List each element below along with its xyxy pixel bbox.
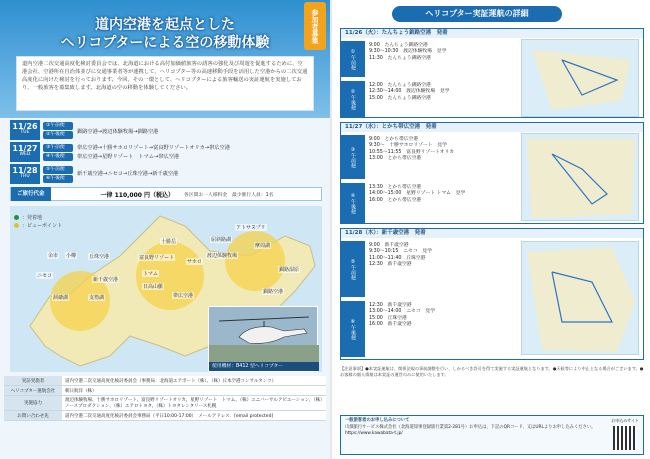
fee-bar [10,187,322,201]
am-label: ①午前便 [43,122,73,130]
info-key: お問い合わせ先 [4,411,62,420]
map-label: 余市 [48,253,59,259]
am-route: 新千歳空港→ニセコ→丘珠空港→新千歳空港 [77,170,179,177]
airport-dot [14,215,19,220]
stop: 16:00 新千歳空港 [369,321,412,327]
info-key: 実施協力 [4,396,62,410]
day-header: 11/26（火）：たんちょう釧路空港 発着 [341,29,643,38]
date: 11/27 [12,144,38,153]
stop: 9:00 新千歳空港 [369,243,409,248]
info-row [4,411,326,421]
weekday: THU [20,174,30,179]
day-header: 11/27（水）：とかち帯広空港 発着 [341,123,643,132]
map-label: 日高山脈 [143,284,164,290]
pm-label: ④午後便 [43,153,73,161]
route-map-obihiro [521,133,639,221]
info-value: 朝日航洋（株） [62,386,326,395]
stop: 10:55〜11:55 富良野リゾートオリカ [369,149,455,155]
stop: 13:30 とかち帯広空港 [369,185,422,190]
am-flight-label: ③午前便 [341,135,365,179]
map-label: 屈斜路湖 [211,237,232,243]
pm-flight-label: ②午後便 [341,81,365,117]
stop: 11:30 たんちょう釧路空港 [369,55,431,61]
map-label: アトサヌプリ [236,225,266,231]
map-label: 富良野リゾート [139,255,175,261]
date: 11/26 [12,122,38,131]
date-box [10,120,40,140]
info-key: ヘリコプター運航会社 [4,386,62,395]
detail-title: ヘリコプター実証運航の詳細 [392,6,562,22]
pm-route: 帯広空港→星野リゾート トマム→帯広空港 [77,154,180,160]
qr-code[interactable] [613,426,637,450]
stop: 9:00 たんちょう釧路空港 [369,43,428,48]
recruit-badge: 参加者募集 [304,2,326,50]
info-value: 道内空港二次交通高度化検討委員会（事務局：北海道エアポート（株）、（株）日本空港コンサルタンツ） [62,376,326,385]
date: 11/28 [12,166,38,175]
map-label: 支笏湖 [89,295,105,301]
am-flight-label: ⑤午前便 [341,241,365,297]
fee-label: ご旅行代金 [11,187,51,201]
schedule-row [10,164,322,184]
am-label: ⑤午前便 [43,166,73,174]
application-title: 一般旅客者のお申し込みについて [345,418,410,423]
title-line-2: ヘリコプターによる空の移動体験 [60,35,270,51]
notes: 【注意事項】●本実証運航は、関係法規の事前調整を行い、しかるべき許可を得て実施する実証運航となります。●天候等により中止となる場合がございます。●お客様の個人情報は本実証の運営のみに使用いたします。 [340,366,644,377]
stop: 13:00 とかち帯広空港 [369,155,422,161]
date-box [10,164,40,184]
fee-value: 一律 110,000 円（税込） [100,191,175,199]
am-timeline [369,137,454,162]
pm-timeline [369,185,465,204]
day1-block [340,28,644,118]
day2-block [340,122,644,224]
flyer-detail-page [332,0,650,459]
info-row [4,396,326,411]
map-label: ニセコ [37,273,53,279]
stop: 11:00〜11:40 丘珠空港 [369,255,426,261]
stop: 15:00 丘珠空港 [369,315,407,321]
map-label: 丘珠空港 [89,254,110,260]
day3-block [340,228,644,360]
stop: 12:30 新千歳空港 [369,261,412,267]
helicopter-caption: 使用機材：B412 型ヘリコプター [209,362,319,371]
application-body: 川畑旅行サービス株式会社（北海道知事登録旅行業第2-281号）お申込は、下記のQRコード、又はURLよりお申し込みください。https://www.kawabata-t.jp/ [345,424,596,436]
map-label: 新千歳空港 [93,277,119,283]
map-label: 小樽 [66,253,77,259]
stop: 9:30〜 十勝サホロリゾート 見学 [369,143,447,149]
stop: 16:00 とかち帯広空港 [369,197,422,203]
stop: 12:00 たんちょう釧路空港 [369,83,431,88]
schedule-row [10,120,322,140]
pm-flight-label: ⑥午後便 [341,301,365,357]
stop: 14:00〜15:00 星野リゾート トマム 見学 [369,191,466,197]
pm-label: ⑥午後便 [43,175,73,183]
info-row [4,386,326,396]
schedule-summary [10,120,322,186]
map-label: トマム [143,271,159,277]
stop: 9:30〜10:30 渡辺体験牧場 見学 [369,49,447,55]
pm-label: ②午後便 [43,131,73,139]
am-label: ③午前便 [43,144,73,152]
map-label: 釧路空港 [263,289,284,295]
map-label: 釧路湿原 [279,267,300,273]
helicopter-photo [208,306,318,372]
pm-timeline [369,83,449,102]
qr-label: お申込みサイト [611,418,639,423]
am-timeline [369,243,432,268]
am-route: 帯広空港→十勝サホロリゾート→富良野リゾートオリカ→帯広空港 [77,145,230,151]
map-label: 渡辺体験牧場 [207,253,238,259]
info-value: 渡辺体験牧場、十勝サホロリゾート、富良野リゾートオリカ、星野リゾート トマム、（株）ユニバーサルアビエーション、（株）ノースプロダクション、（株）エアロトヨタ、（株）トヨタレンタリース札幌 [62,396,326,410]
helicopter-icon [209,307,319,364]
map-label: 洞爺湖 [53,295,69,301]
intro-text: 道内空港二次交通高度化検討委員会では、北海道における高付加価値旅客の誘客の強化及び周遊を促進するために、空港会社、空港所在自治体並びに交通事業者等が連携して、ヘリコプター等の高速移動手段を活用した空港からの二次交通高度化に向けた検討を行っております。今回、その一環として、ヘリコプターによる旅客輸送の実証運航を実施しており、一般旅客を募集致します。北海道の空の移動を体験してください。 [16,56,314,111]
pm-timeline [369,303,435,328]
title-line-1: 道内空港を起点とした [95,17,235,33]
map-label: 十勝岳 [161,239,177,245]
route-map-new-chitose [521,241,639,355]
schedule-row [10,142,322,162]
weekday: WED [19,152,31,157]
viewpoint-dot [14,223,19,228]
map-legend [14,214,62,230]
day-header: 11/28（木）：新千歳空港 発着 [341,229,643,238]
stop: 12:30〜14:00 渡辺体験牧場 見学 [369,89,450,95]
application-box [340,415,644,455]
stop: 15:00 たんちょう釧路空港 [369,95,431,101]
legend-viewpoint: ：ビューポイント [22,223,63,229]
map-label: サホロ [187,259,203,265]
am-timeline [369,43,446,62]
info-table [4,376,326,421]
fee-note: 各区間お一人様料金 最少催行人員：1名 [184,192,274,198]
info-key: 実証実施者 [4,376,62,385]
stop: 13:00〜14:00 ニセコ 見学 [369,309,436,315]
weekday: TUE [20,130,30,135]
pm-flight-label: ④午後便 [341,183,365,223]
legend-airport: ：発着地 [22,215,43,221]
map-label: 帯広空港 [173,293,194,299]
am-flight-label: ①午前便 [341,41,365,77]
stop: 9:30〜10:15 ニセコ 見学 [369,249,432,255]
stop: 9:00 とかち帯広空港 [369,137,419,142]
map-label: 摩周湖 [255,243,271,249]
hokkaido-map [10,206,322,372]
info-value: 道内空港二次交通高度化検討委員会事務局（平日10:00-17:00） メールアドレス：[email protected] [62,411,326,420]
date-box [10,142,40,162]
route-map-kushiro [521,39,639,117]
pm-route: 釧路空港→渡辺体験牧場→釧路空港 [77,128,159,135]
stop: 12:30 新千歳空港 [369,303,412,308]
info-row [4,376,326,386]
